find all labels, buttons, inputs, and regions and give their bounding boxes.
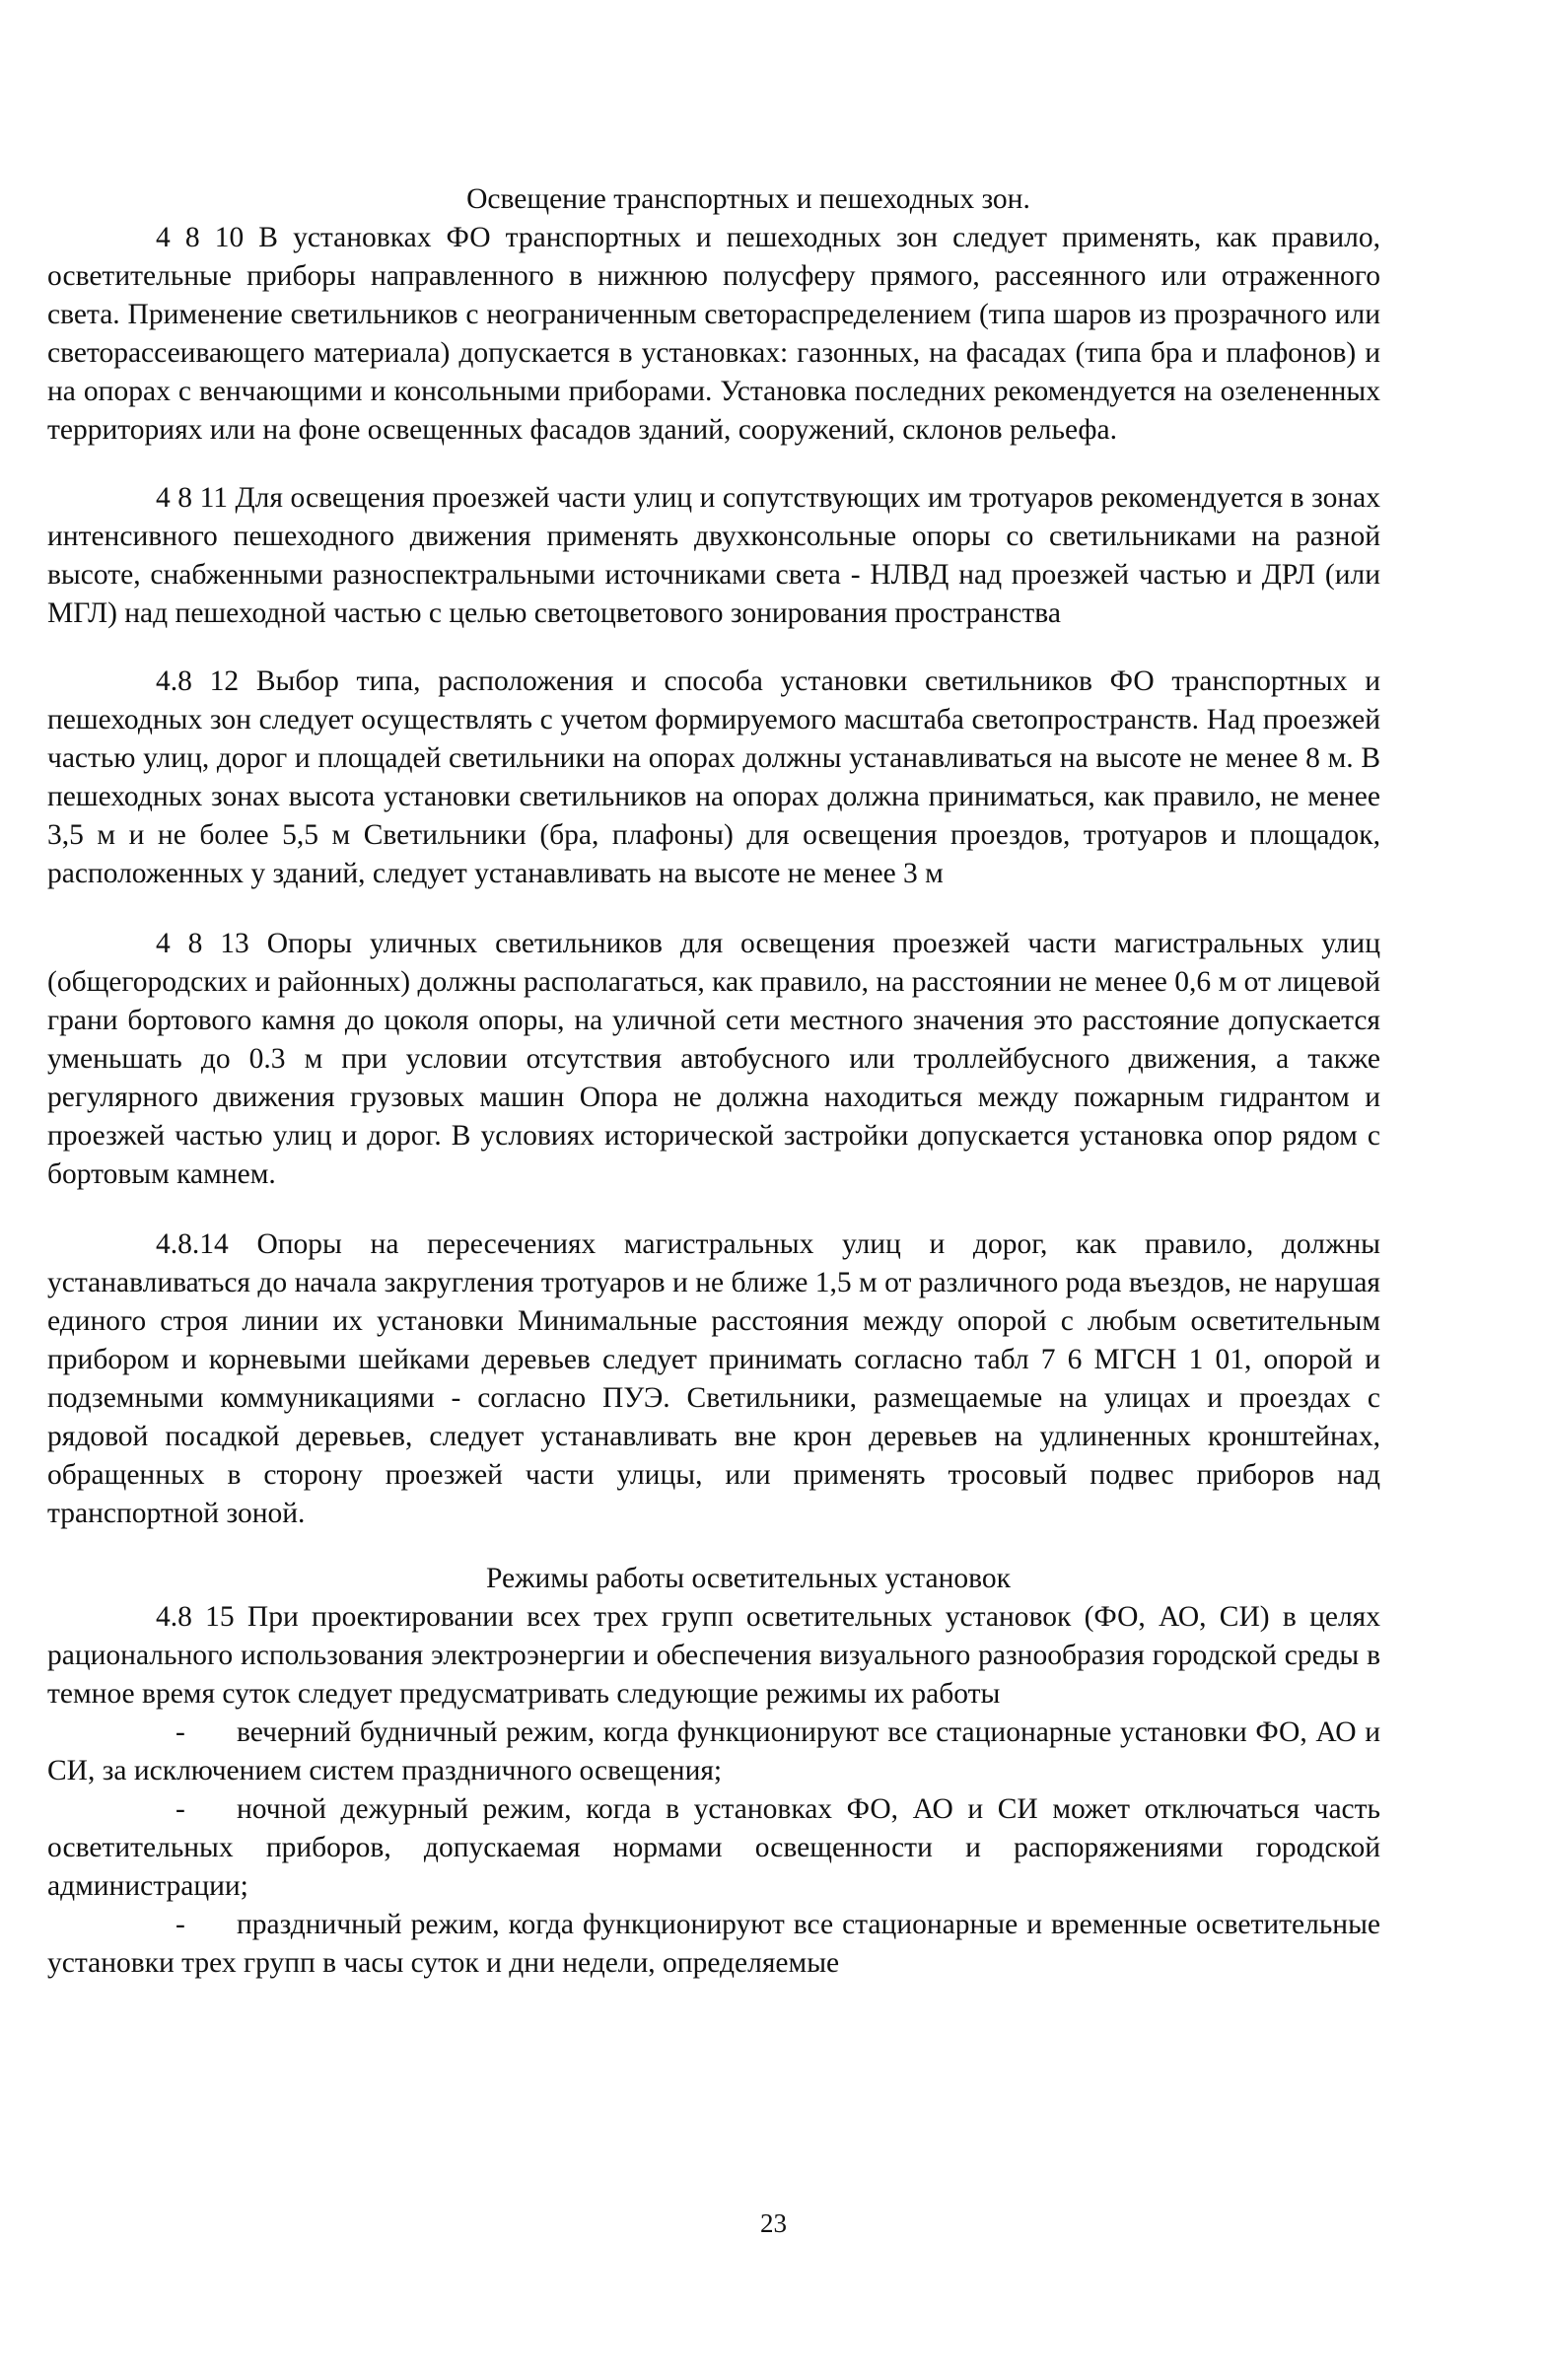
list-bullet-dash: - [176, 1793, 185, 1825]
list-item-text: вечерний будничный режим, когда функционируют все стационарные установки ФО, АО и СИ, за исключением систем праздничного освещения; [47, 1716, 1380, 1786]
list-item-text: праздничный режим, когда функционируют все стационарные и временные осветительные установки трех групп в часы суток и дни недели, определяемые [47, 1909, 1380, 1979]
list-item-night-mode [47, 1790, 1380, 1906]
list-item-text: ночной дежурный режим, когда в установках ФО, АО и СИ может отключаться часть осветительных приборов, допускаемая нормами освещенности и распоряжениями городской администрации; [47, 1793, 1380, 1902]
paragraph-4-8-10: 4 8 10 В установках ФО транспортных и пешеходных зон следует применять, как правило, осветительные приборы направленного в нижнюю полусферу прямого, рассеянного или отраженного света. Применение светильников с неограниченным светораспределением (типа шаров из прозрачного или светорассеивающего материала) допускается в установках: газонных, на фасадах (типа бра и плафонов) и на опорах с венчающими и консольными приборами. Установка последних рекомендуется на озелененных территориях или на фоне освещенных фасадов зданий, сооружений, склонов рельефа. [47, 222, 1380, 446]
paragraph-4-8-12: 4.8 12 Выбор типа, расположения и способа установки светильников ФО транспортных и пешеходных зон следует осуществлять с учетом формируемого масштаба светопространств. Над проезжей частью улиц, дорог и площадей светильники на опорах должны устанавливаться на высоте не менее 8 м. В пешеходных зонах высота установки светильников на опорах должна приниматься, как правило, не менее 3,5 м и не более 5,5 м Светильники (бра, плафоны) для освещения проездов, тротуаров и площадок, расположенных у зданий, следует устанавливать на высоте не менее 3 м [47, 665, 1380, 889]
list-item-holiday-mode [47, 1906, 1380, 1983]
page-number: 23 [760, 2208, 787, 2238]
paragraph-4-8-13: 4 8 13 Опоры уличных светильников для освещения проезжей части магистральных улиц (общегородских и районных) должны располагаться, как правило, на расстоянии не менее 0,6 м от лицевой грани бортового камня до цоколя опоры, на уличной сети местного значения это расстояние допускается уменьшать до 0.3 м при условии отсутствия автобусного или троллейбусного движения, а также регулярного движения грузовых машин Опора не должна находиться между пожарным гидрантом и проезжей частью улиц и дорог. В условиях исторической застройки допускается установка опор рядом с бортовым камнем. [47, 928, 1380, 1190]
list-item-evening-mode [47, 1714, 1380, 1790]
list-bullet-dash: - [176, 1716, 185, 1748]
paragraph-4-8-15: 4.8 15 При проектировании всех трех групп осветительных установок (ФО, АО, СИ) в целях рационального использования электроэнергии и обеспечения визуального разнообразия городской среды в темное время суток следует предусматривать следующие режимы их работы [47, 1601, 1380, 1710]
paragraph-4-8-14: 4.8.14 Опоры на пересечениях магистральных улиц и дорог, как правило, должны устанавливаться до начала закругления тротуаров и не ближе 1,5 м от различного рода въездов, не нарушая единого строя линии их установки Минимальные расстояния между опорой с любым осветительным прибором и корневыми шейками деревьев следует принимать согласно табл 7 6 МГСН 1 01, опорой и подземными коммуникациями - согласно ПУЭ. Светильники, размещаемые на улицах и проездах с рядовой посадкой деревьев, следует устанавливать вне крон деревьев на удлиненных кронштейнах, обращенных в сторону проезжей части улицы, или применять тросовый подвес приборов над транспортной зоной. [47, 1228, 1380, 1529]
paragraph-4-8-11: 4 8 11 Для освещения проезжей части улиц и сопутствующих им тротуаров рекомендуется в зонах интенсивного пешеходного движения применять двухконсольные опоры со светильниками на разной высоте, снабженными разноспектральными источниками света - НЛВД над проезжей частью и ДРЛ (или МГЛ) над пешеходной частью с целью светоцветового зонирования пространства [47, 482, 1380, 629]
list-bullet-dash: - [176, 1909, 185, 1940]
section-heading-lighting-zones: Освещение транспортных и пешеходных зон. [466, 183, 1030, 215]
page-content [47, 179, 1380, 1983]
section-heading-operating-modes: Режимы работы осветительных установок [486, 1563, 1011, 1594]
